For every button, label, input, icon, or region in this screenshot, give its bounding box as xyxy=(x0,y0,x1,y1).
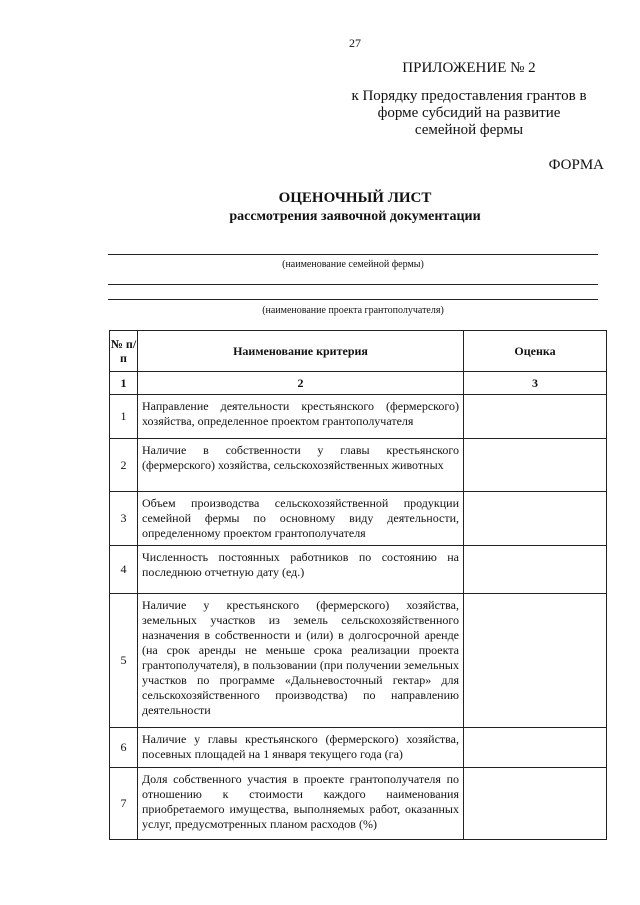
project-name-field-line-2[interactable] xyxy=(108,299,598,300)
document-title: ОЦЕНОЧНЫЙ ЛИСТ xyxy=(278,190,432,206)
appendix-subtitle-line: семейной фермы xyxy=(414,122,524,138)
criterion-text: Доля собственного участия в проекте грантополучателя по отношению к стоимости каждого наименования приобретаемого имущества, выполняемых работ, оказанных услуг, предусмотренных планом расходов (%) xyxy=(138,768,464,840)
column-number: 3 xyxy=(464,372,607,395)
header-score: Оценка xyxy=(464,331,607,372)
row-number: 1 xyxy=(110,395,138,439)
appendix-title: ПРИЛОЖЕНИЕ № 2 xyxy=(402,60,536,76)
column-number: 1 xyxy=(110,372,138,395)
table-row xyxy=(110,439,607,492)
header-criterion: Наименование критерия xyxy=(138,331,464,372)
criterion-text: Объем производства сельскохозяйственной продукции семейной фермы по основному виду деятельности, определенному проектом грантополучателя xyxy=(138,492,464,546)
criterion-text: Направление деятельности крестьянского (фермерского) хозяйства, определенное проектом грантополучателя xyxy=(138,395,464,439)
score-cell[interactable] xyxy=(464,768,607,840)
row-number: 7 xyxy=(110,768,138,840)
form-label: ФОРМА xyxy=(548,157,604,173)
score-cell[interactable] xyxy=(464,728,607,768)
criterion-text: Наличие в собственности у главы крестьянского (фермерского) хозяйства, сельскохозяйственных животных xyxy=(138,439,464,492)
row-number: 3 xyxy=(110,492,138,546)
project-name-field-line-1[interactable] xyxy=(108,284,598,285)
farm-name-caption: (наименование семейной фермы) xyxy=(282,259,424,270)
column-number: 2 xyxy=(138,372,464,395)
row-number: 6 xyxy=(110,728,138,768)
criteria-table xyxy=(109,330,607,840)
table-row xyxy=(110,395,607,439)
score-cell[interactable] xyxy=(464,395,607,439)
appendix-subtitle-line: к Порядку предоставления грантов в xyxy=(351,88,587,104)
row-number: 4 xyxy=(110,546,138,594)
score-cell[interactable] xyxy=(464,439,607,492)
column-number-row xyxy=(110,372,607,395)
row-number: 5 xyxy=(110,594,138,728)
row-number: 2 xyxy=(110,439,138,492)
score-cell[interactable] xyxy=(464,594,607,728)
header-number: № п/п xyxy=(110,331,138,372)
table-row xyxy=(110,594,607,728)
document-subtitle: рассмотрения заявочной документации xyxy=(229,209,481,224)
score-cell[interactable] xyxy=(464,546,607,594)
page-number: 27 xyxy=(349,36,361,50)
score-cell[interactable] xyxy=(464,492,607,546)
table-row xyxy=(110,492,607,546)
table-row xyxy=(110,728,607,768)
table-header-row xyxy=(110,331,607,372)
criterion-text: Наличие у главы крестьянского (фермерского) хозяйства, посевных площадей на 1 января текущего года (га) xyxy=(138,728,464,768)
table-row xyxy=(110,546,607,594)
project-name-caption: (наименование проекта грантополучателя) xyxy=(262,305,444,316)
criterion-text: Численность постоянных работников по состоянию на последнюю отчетную дату (ед.) xyxy=(138,546,464,594)
table-row xyxy=(110,768,607,840)
farm-name-field[interactable] xyxy=(108,254,598,255)
criterion-text: Наличие у крестьянского (фермерского) хозяйства, земельных участков из земель сельскохозяйственного назначения в собственности и (или) в долгосрочной аренде (на срок аренды не меньше срока реализации проекта грантополучателя), в пользовании (при получении земельных участков по программе «Дальневосточный гектар» для сельскохозяйственного производства) по направлению деятельности xyxy=(138,594,464,728)
appendix-subtitle-line: форме субсидий на развитие xyxy=(377,105,561,121)
